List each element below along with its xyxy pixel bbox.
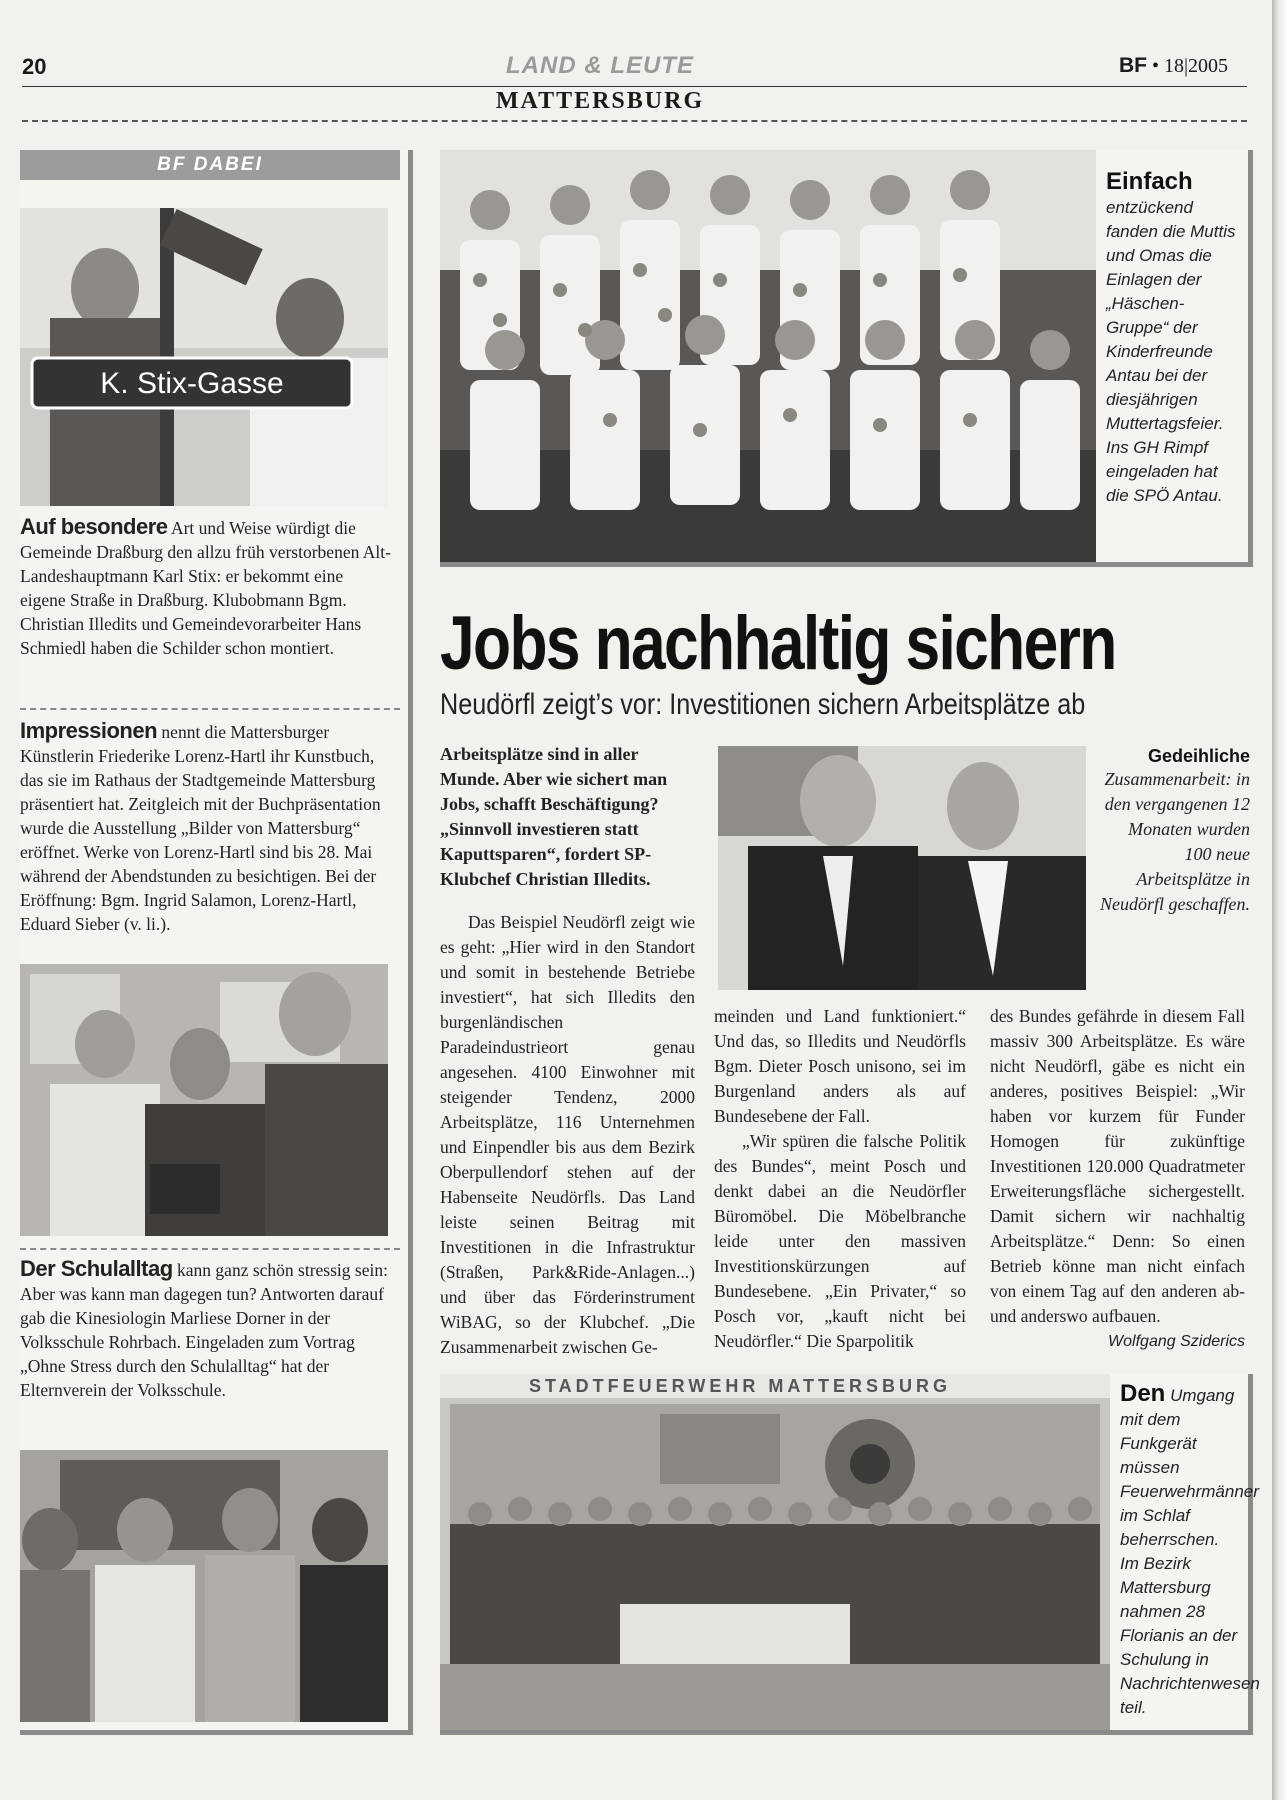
kids-photo — [440, 150, 1096, 562]
politicians-caption-lead: Gedeihliche — [1147, 746, 1250, 766]
sidebar-bf-dabei — [20, 150, 413, 1735]
header-rule — [22, 86, 1247, 87]
article-author: Wolfgang Sziderics — [1108, 1333, 1245, 1350]
header-dashed-rule — [22, 120, 1247, 122]
article-subheadline: Neudörfl zeigt’s vor: Investitionen sichern Arbeitsplätze ab — [440, 688, 1086, 721]
kids-photo-box — [440, 150, 1253, 567]
school-photo — [20, 1450, 388, 1722]
issue-number: 18|2005 — [1163, 55, 1228, 77]
politicians-caption — [1100, 746, 1250, 917]
article-intro: Arbeitsplätze sind in aller Munde. Aber wie sichert man Jobs, schafft Beschäftigung? „Sinnvoll investieren statt Kaputtsparen“, fordert SP-Klubchef Christian Illedits. — [440, 744, 668, 889]
article-column-3-text: des Bundes gefährde in diesem Fall massiv 300 Arbeitsplätze. Es wäre nicht Neudörfl, gäbe es nicht ein anderes, positives Beispiel: „Wir haben vor kurzem für Funder Homogen für zukünftige Investitionen 120.000 Quadratmeter Erweiterungsfläche sichergestellt. Damit sichern wir nachhaltig Arbeitsplätze.“ Denn: So einen Betrieb könne man nicht einfach von einem Tag auf den anderen ab- und anderswo aufbauen. — [990, 1006, 1245, 1326]
fire-caption-text: Umgang mit dem Funkgerät müssen Feuerwehrmänner im Schlaf beherrschen. Im Bezirk Mattersburg nahmen 28 Florianis an der Schulung in Nachrichtenwesen teil. — [1120, 1386, 1260, 1717]
exhibition-photo — [20, 964, 388, 1236]
section-title: LAND & LEUTE — [506, 52, 694, 79]
sidebar-item — [20, 1256, 392, 1402]
truck-lettering: STADTFEUERWEHR MATTERSBURG — [529, 1376, 951, 1396]
kids-caption-lead: Einfach — [1106, 168, 1193, 195]
header-bullet: • — [1151, 55, 1159, 77]
page-edge-shadow — [1272, 0, 1287, 1800]
article-column-2 — [714, 1004, 966, 1354]
article-column-2-part-1: meinden und Land funktioniert.“ Und das, so Illedits und Neudörfls Bgm. Dieter Posch unisono, sei im Burgenland anders als auf Bundesebene der Fall. — [714, 1006, 966, 1126]
brand-logo: BF — [1118, 54, 1147, 77]
article-column-2-part-2: „Wir spüren die falsche Politik des Bundes“, meint Posch und denkt dabei an die Neudörfler Büromöbel. Die Möbelbranche leide unter den massiven Investitionskürzungen auf Bundesebene. „Ein Privater,“ so Posch vor, „kauft nicht bei Neudörfler.“ Die Sparpolitik — [714, 1131, 966, 1351]
politicians-caption-text: Zusammenarbeit: in den vergangenen 12 Monaten wurden 100 neue Arbeitsplätze in Neudörfl geschaffen. — [1100, 769, 1250, 914]
sidebar-separator — [20, 708, 400, 710]
sidebar-item-lead: Der Schulalltag — [20, 1256, 173, 1281]
issue-info — [1119, 54, 1228, 78]
sidebar-item-lead: Impressionen — [20, 718, 158, 743]
article-headline: Jobs nachhaltig sichern — [440, 601, 1116, 686]
sidebar-item — [20, 718, 392, 936]
sidebar-label: BF DABEI — [20, 150, 400, 180]
sidebar-item-text: kann ganz schön stressig sein: Aber was kann man dagegen tun? Antworten darauf gab die Kinesiologin Marliese Dorner in der Volksschule Rohrbach. Eingeladen zum Vortrag „Ohne Stress durch den Schulalltag“ hat der Elternverein der Volksschule. — [20, 1260, 388, 1400]
sidebar-item-lead: Auf besondere — [20, 514, 168, 539]
fire-brigade-photo — [440, 1374, 1110, 1730]
street-sign-text: K. Stix-Gasse — [100, 367, 284, 400]
article-column-1: Das Beispiel Neudörfl zeigt wie es geht: „Hier wird in den Standort und somit in bestehende Betriebe investiert“, hat sich Illedits den burgenländischen Paradeindustrieort genau angesehen. 4100 Einwohner mit steigender Tendenz, 2000 Arbeitsplätze, 116 Unternehmen und Einpendler bis aus dem Bezirk Oberpullendorf stehen auf der Habenseite Neudörfls. Das Land leiste seinen Beitrag mit Investitionen in die Infrastruktur (Straßen, Park&Ride-Anlagen...) und über das Förderinstrument WiBAG, so der Klubchef. „Die Zusammenarbeit zwischen Ge- — [440, 912, 695, 1357]
kids-caption-text: entzückend fanden die Muttis und Omas die Einlagen der „Häschen-Gruppe“ der Kinderfreunde Antau bei der diesjährigen Muttertagsfeier. Ins GH Rimpf eingeladen hat die SPÖ Antau. — [1106, 198, 1236, 505]
region-title: MATTERSBURG — [495, 88, 705, 114]
sidebar-separator — [20, 1248, 400, 1250]
sidebar-item-text: nennt die Mattersburger Künstlerin Friederike Lorenz-Hartl ihr Kunstbuch, das sie im Rathaus der Stadtgemeinde Mattersburg präsentiert hat. Zeitgleich mit der Buchpräsentation wurde die Ausstellung „Bilder von Mattersburg“ eröffnet. Werke von Lorenz-Hartl sind bis 28. Mai während der Abendstunden zu besichtigen. Bei der Eröffnung: Bgm. Ingrid Salamon, Lorenz-Hartl, Eduard Sieber (v. li.). — [20, 722, 381, 934]
kids-caption — [1106, 168, 1242, 508]
street-sign-photo — [20, 208, 388, 506]
fire-brigade-caption — [1120, 1380, 1260, 1720]
fire-caption-lead: Den — [1120, 1380, 1166, 1407]
politicians-photo — [718, 746, 1086, 990]
sidebar-item-text: Art und Weise würdigt die Gemeinde Draßburg den allzu früh verstorbenen Alt-Landeshauptmann Karl Stix: er bekommt eine eigene Straße in Draßburg. Klubobmann Bgm. Christian Illedits und Gemeindevorarbeiter Hans Schmiedl haben die Schilder schon montiert. — [20, 518, 391, 658]
article-column-3 — [990, 1004, 1245, 1354]
fire-brigade-box — [440, 1374, 1260, 1735]
page-number: 20 — [22, 54, 47, 79]
sidebar-item — [20, 514, 392, 660]
